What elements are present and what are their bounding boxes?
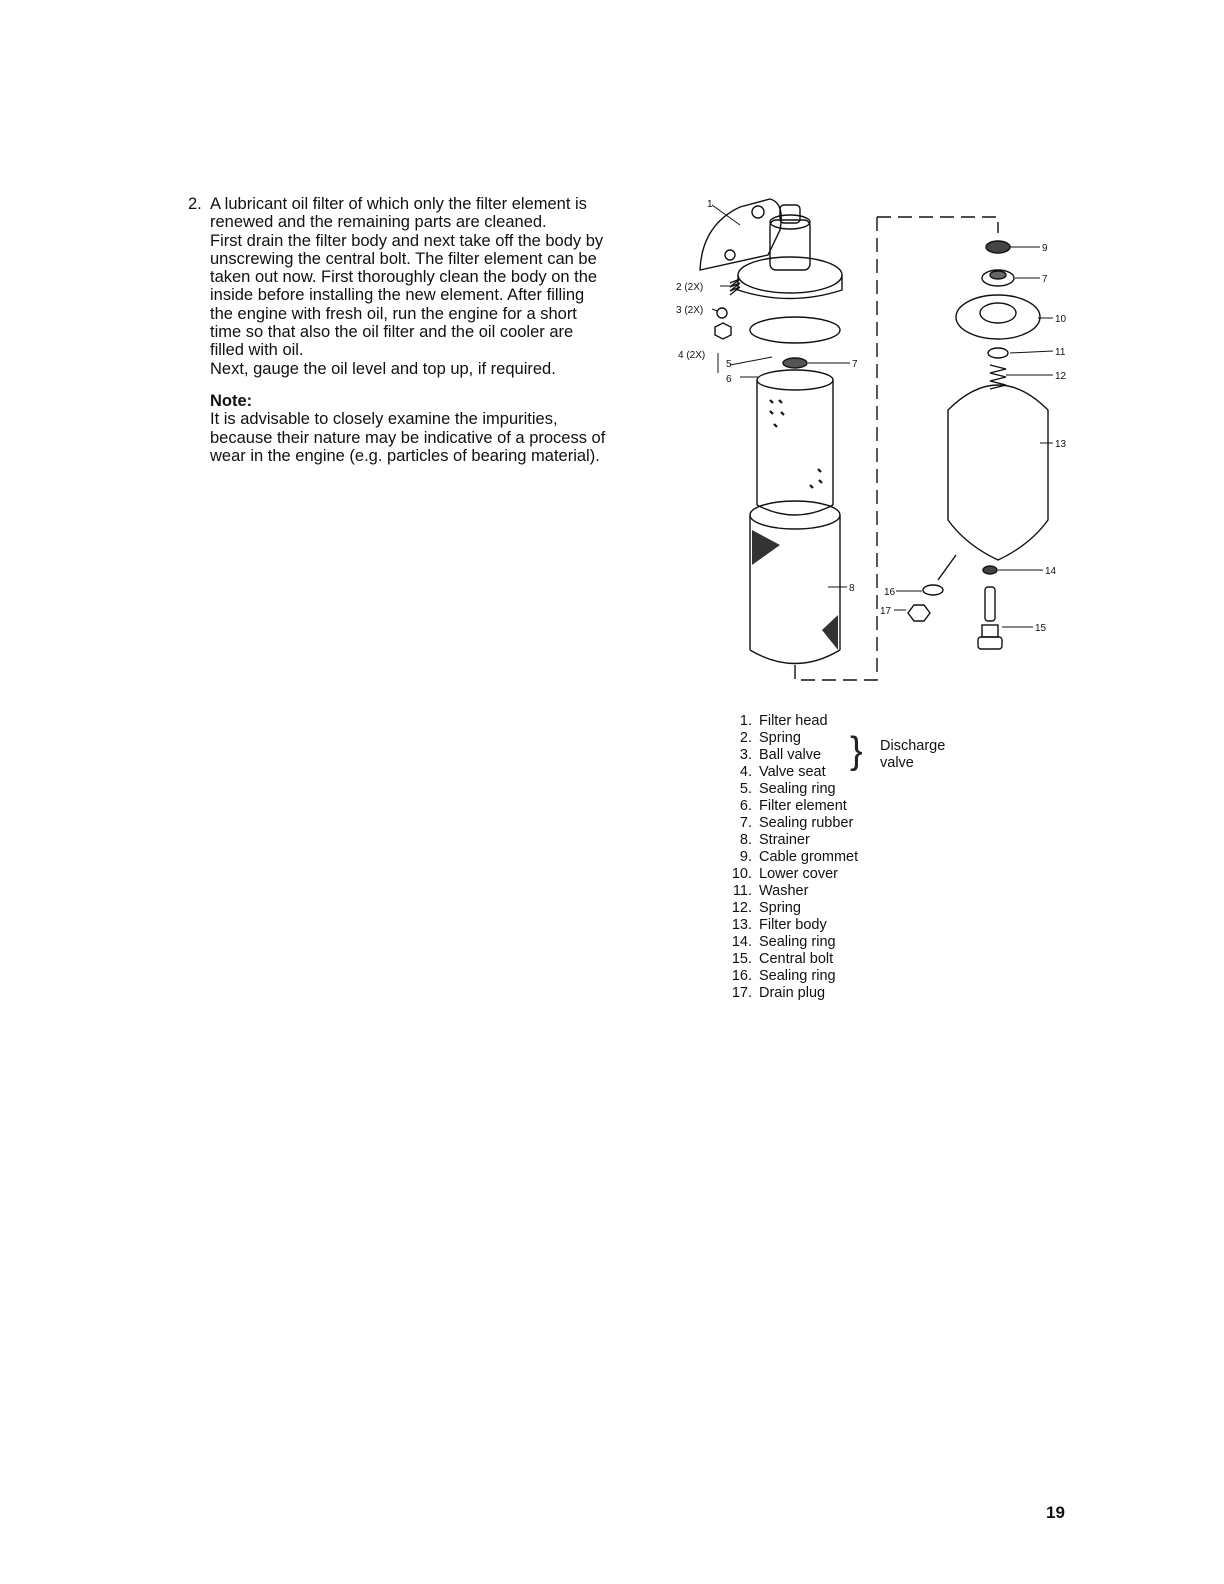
page-number: 19	[1046, 1503, 1065, 1522]
callout-12: 12	[1055, 371, 1067, 382]
legend-row	[722, 832, 858, 849]
sealing-rubber-7-drawing	[783, 358, 807, 368]
legend-row	[722, 934, 858, 951]
callout-5: 5	[726, 359, 732, 370]
note-text: It is advisable to closely examine the impurities, because their nature may be indicative of a process of wear in the engine (e.g. particles of bearing material).	[210, 410, 606, 465]
legend-label: Central bolt	[759, 951, 834, 967]
legend-label: Drain plug	[759, 985, 826, 1001]
note-block	[188, 392, 608, 465]
callout-8: 8	[849, 583, 855, 594]
legend-number: 12.	[731, 900, 752, 916]
legend-row	[722, 798, 858, 815]
callout-6: 6	[726, 374, 732, 385]
callout-10: 10	[1055, 314, 1067, 325]
callout-7-left: 7	[852, 359, 858, 370]
discharge-valve-brace: }	[850, 730, 863, 772]
legend-number: 13.	[731, 917, 752, 933]
legend-label: Cable grommet	[759, 849, 859, 865]
callout-4: 4 (2X)	[678, 350, 706, 361]
legend-row	[722, 900, 858, 917]
legend-row	[722, 968, 858, 985]
callout-3: 3 (2X)	[676, 305, 704, 316]
legend-label: Strainer	[759, 832, 810, 848]
legend-label: Ball valve	[759, 747, 822, 763]
callout-13: 13	[1055, 439, 1067, 450]
legend-number: 4.	[739, 764, 752, 780]
callout-15: 15	[1035, 623, 1047, 634]
discharge-valve-label	[880, 738, 970, 772]
filter-element-drawing	[757, 370, 833, 515]
legend-number: 2.	[739, 730, 752, 746]
filter-body-drawing	[948, 385, 1048, 560]
instructions-column	[188, 195, 608, 465]
instruction-paragraph-2: First drain the filter body and next take off the body by unscrewing the central bolt. The filter element can be taken out now. First thoroughly clean the body on the inside before installing the new element. After filling the engine with fresh oil, run the engine for a short time so that also the oil filter and the oil cooler are filled with oil.	[210, 231, 604, 360]
spring-ball-valve-seat-drawing	[715, 279, 740, 339]
legend-number: 11.	[732, 883, 752, 899]
dashed-bracket	[795, 217, 998, 680]
legend-label: Filter head	[759, 713, 828, 729]
legend-label: Valve seat	[759, 764, 826, 780]
oil-filter-exploded-diagram	[660, 185, 1090, 695]
legend-number: 10.	[731, 866, 752, 882]
instruction-paragraph-3: Next, gauge the oil level and top up, if required.	[210, 359, 556, 378]
callout-2: 2 (2X)	[676, 282, 704, 293]
legend-row	[722, 951, 858, 968]
note-heading: Note:	[210, 391, 253, 410]
callout-7-right: 7	[1042, 274, 1048, 285]
legend-label: Spring	[759, 730, 801, 746]
legend-label: Filter body	[759, 917, 827, 933]
sealing-ring-5-drawing	[750, 317, 840, 343]
legend-label: Spring	[759, 900, 801, 916]
legend-number: 3.	[739, 747, 752, 763]
legend-row	[722, 781, 858, 798]
legend-number: 7.	[739, 815, 752, 831]
legend-label: Sealing rubber	[759, 815, 854, 831]
legend-label: Sealing ring	[759, 781, 836, 797]
instruction-item	[188, 195, 608, 378]
group-label-line: Discharge	[880, 738, 946, 754]
legend-number: 17.	[731, 985, 752, 1001]
legend-number: 16.	[731, 968, 752, 984]
legend-number: 1.	[739, 713, 752, 729]
legend-label: Washer	[759, 883, 809, 899]
strainer-drawing	[750, 501, 840, 664]
legend-number: 15.	[731, 951, 752, 967]
callout-1: 1	[707, 199, 713, 210]
legend-row	[722, 730, 858, 747]
legend-number: 14.	[731, 934, 752, 950]
legend-row	[722, 747, 858, 764]
parts-legend	[722, 713, 946, 1002]
legend-label: Lower cover	[759, 866, 838, 882]
legend-row	[722, 764, 858, 781]
central-bolt-drawing	[978, 566, 1002, 649]
legend-row	[722, 985, 858, 1002]
legend-label: Sealing ring	[759, 968, 836, 984]
legend-label: Sealing ring	[759, 934, 836, 950]
leader-lines	[712, 205, 1053, 627]
legend-number: 8.	[739, 832, 752, 848]
legend-row	[722, 883, 858, 900]
legend-row	[722, 815, 858, 832]
callout-11: 11	[1055, 347, 1066, 358]
legend-number: 6.	[739, 798, 752, 814]
legend-label: Filter element	[759, 798, 847, 814]
group-label-line: valve	[880, 755, 914, 771]
legend-row	[722, 713, 858, 730]
callout-9: 9	[1042, 243, 1048, 254]
callout-14: 14	[1045, 566, 1057, 577]
legend-row	[722, 866, 858, 883]
legend-number: 5.	[739, 781, 752, 797]
legend-row	[722, 917, 858, 934]
filter-head-drawing	[700, 199, 842, 299]
instruction-paragraph-1: A lubricant oil filter of which only the filter element is renewed and the remaining parts are cleaned.	[210, 195, 587, 232]
diagram-svg	[660, 185, 1090, 695]
drain-plug-drawing	[908, 555, 956, 621]
right-stack-drawing	[956, 241, 1040, 389]
item-number: 2.	[188, 195, 202, 213]
legend-number: 9.	[739, 849, 752, 865]
legend-row	[722, 849, 858, 866]
callout-16: 16	[884, 587, 896, 598]
callout-17: 17	[880, 606, 892, 617]
